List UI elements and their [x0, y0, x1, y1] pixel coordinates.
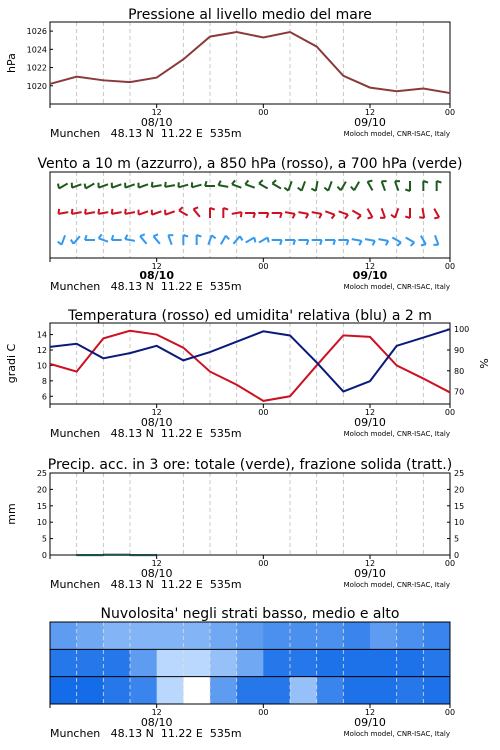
barb-shaft: [382, 181, 385, 190]
barb-flag: [58, 242, 62, 245]
date-label: 08/10: [139, 269, 174, 282]
barb-flag: [85, 184, 86, 189]
barb-flag: [212, 235, 216, 238]
barb-shaft: [259, 184, 268, 189]
barb-flag: [368, 217, 373, 218]
y-tick-label: 1026: [26, 27, 47, 37]
barb-flag: [226, 236, 229, 240]
barb-shaft: [259, 238, 268, 243]
barb-shaft: [325, 211, 334, 214]
barb-flag: [357, 216, 361, 219]
cloud-cell: [237, 649, 264, 676]
date-label: 08/10: [140, 567, 173, 580]
pressure-line: [50, 32, 450, 93]
barb-shaft: [98, 212, 108, 214]
chart-title: Pressione al livello medio del mare: [128, 7, 372, 23]
x-tick-label: 12: [151, 408, 162, 417]
barb-flag: [241, 212, 242, 217]
cloud-cell: [210, 677, 237, 704]
y-tick-label: 12: [36, 346, 47, 355]
barb-shaft: [58, 212, 68, 214]
model-credit: Moloch model, CNR-ISAC, Italy: [343, 730, 450, 738]
barb-flag: [72, 209, 73, 214]
temperature-chart: [5, 308, 491, 440]
cloud-cell: [210, 622, 237, 649]
barb-shaft: [365, 239, 375, 241]
chart-title: Temperatura (rosso) ed umidita' relativa (blu) a 2 m: [68, 308, 432, 324]
barb-shaft: [85, 212, 95, 214]
wind-barb: [352, 211, 361, 219]
barb-flag: [259, 180, 263, 183]
model-credit: Moloch model, CNR-ISAC, Italy: [343, 430, 450, 438]
barb-shaft: [435, 235, 438, 244]
barb-shaft: [382, 208, 385, 217]
barb-flag: [125, 209, 126, 214]
cloud-cover-chart: [50, 606, 455, 740]
barb-flag: [98, 209, 99, 214]
y-tick-label: 10: [36, 518, 47, 528]
y2-tick-label: 25: [454, 469, 465, 478]
precip-bar: [77, 554, 104, 556]
cloud-cell: [157, 677, 184, 704]
barb-shaft: [352, 211, 361, 216]
wind-barb: [245, 213, 255, 218]
wind-barb: [324, 181, 331, 190]
barb-flag: [397, 243, 401, 246]
cloud-cell: [130, 649, 157, 676]
barb-shaft: [139, 211, 148, 214]
x-tick-label: 12: [364, 108, 376, 117]
barb-flag: [332, 215, 335, 219]
location-label: Munchen 48.13 N 11.22 E 535m: [50, 127, 242, 140]
barb-shaft: [152, 185, 162, 187]
humidity-line: [50, 329, 450, 391]
wind-barb: [325, 211, 334, 218]
wind-barb: [153, 234, 159, 244]
y2-tick-label: 70: [454, 387, 465, 397]
wind-barb: [152, 210, 162, 215]
barb-shaft: [165, 185, 175, 187]
wind-barb: [112, 183, 122, 188]
date-label: 09/10: [354, 416, 386, 429]
cloud-cell: [103, 677, 130, 704]
wind-barb: [272, 240, 282, 245]
barb-flag: [179, 207, 183, 210]
wind-barb: [259, 238, 269, 243]
y2-tick-label: 5: [454, 534, 460, 544]
wind-barb: [272, 213, 282, 218]
date-label: 09/10: [352, 269, 388, 282]
barb-shaft: [316, 181, 318, 191]
plot-frame: [50, 172, 450, 258]
barb-shaft: [112, 184, 121, 187]
wind-barb: [325, 240, 335, 245]
cloud-cell: [263, 677, 290, 704]
date-label: 08/10: [140, 716, 173, 729]
date-label: 09/10: [354, 567, 386, 580]
date-label: 09/10: [354, 716, 386, 729]
barb-shaft: [285, 212, 295, 214]
wind-barb: [258, 213, 268, 218]
barb-shaft: [298, 212, 308, 214]
cloud-cell: [50, 677, 77, 704]
wind-barb: [152, 182, 162, 187]
barb-shaft: [328, 181, 331, 190]
barb-shaft: [168, 235, 171, 244]
x-tick-label: 12: [151, 708, 162, 717]
cloud-cell: [183, 622, 210, 649]
barb-shaft: [140, 236, 146, 244]
wind-barb: [391, 208, 398, 217]
barb-shaft: [272, 184, 281, 189]
barb-flag: [324, 188, 328, 191]
barb-shaft: [112, 212, 122, 214]
wind-barb: [218, 181, 228, 187]
wind-barb: [382, 181, 387, 191]
cloud-cell: [77, 649, 104, 676]
barb-flag: [232, 180, 235, 184]
y-tick-label: 15: [36, 501, 47, 511]
cloud-cell: [397, 622, 424, 649]
wind-barb: [378, 239, 388, 245]
barb-flag: [298, 188, 302, 191]
wind-barb: [179, 182, 189, 187]
wind-barb: [284, 181, 291, 190]
chart-title: Nuvolosita' negli strati basso, medio e alto: [100, 606, 400, 622]
cloud-cell: [157, 622, 184, 649]
barb-shaft: [193, 209, 199, 217]
wind-barb: [197, 235, 202, 245]
wind-barb: [71, 236, 80, 244]
wind-barb: [259, 180, 268, 188]
barb-shaft: [245, 184, 254, 187]
y2-tick-label: 90: [454, 346, 465, 355]
x-tick-label: 00: [258, 262, 269, 271]
cloud-cell: [343, 649, 370, 676]
wind-barb: [365, 239, 375, 245]
wind-barb: [352, 239, 362, 245]
cloud-cell: [343, 622, 370, 649]
y2-axis-label: %: [478, 358, 491, 369]
x-tick-label: 00: [444, 408, 456, 417]
wind-barb: [395, 181, 400, 191]
x-tick-label: 00: [258, 708, 269, 717]
wind-barb: [168, 235, 173, 245]
barb-flag: [434, 217, 439, 218]
cloud-cell: [343, 677, 370, 704]
cloud-cell: [157, 649, 184, 676]
y-tick-label: 6: [41, 392, 47, 402]
wind-barb: [183, 235, 188, 245]
model-credit: Moloch model, CNR-ISAC, Italy: [343, 130, 450, 138]
x-tick-label: 00: [258, 108, 269, 117]
wind-barb: [298, 212, 308, 218]
wind-barb: [72, 183, 82, 188]
y-tick-label: 20: [36, 485, 47, 495]
wind-barb: [351, 182, 359, 191]
wind-chart: [37, 156, 462, 293]
barb-flag: [254, 238, 255, 243]
barb-flag: [85, 209, 86, 214]
barb-flag: [112, 209, 113, 214]
x-tick-label: 12: [151, 559, 162, 568]
x-tick-label: 00: [258, 408, 269, 417]
cloud-cell: [290, 677, 317, 704]
x-tick-label: 00: [258, 559, 269, 568]
y-tick-label: 0: [41, 551, 47, 560]
location-label: Munchen 48.13 N 11.22 E 535m: [50, 280, 242, 293]
x-tick-label: 00: [444, 262, 456, 271]
wind-barb: [298, 181, 305, 190]
wind-barb: [437, 181, 442, 191]
barb-shaft: [59, 184, 68, 189]
barb-flag: [345, 215, 348, 219]
wind-barb: [233, 236, 242, 244]
location-label: Munchen 48.13 N 11.22 E 535m: [50, 727, 242, 740]
y2-tick-label: 100: [454, 325, 470, 335]
model-credit: Moloch model, CNR-ISAC, Italy: [343, 581, 450, 589]
barb-flag: [58, 184, 59, 189]
wind-barb: [138, 183, 148, 188]
wind-barb: [98, 183, 108, 188]
barb-shaft: [72, 212, 82, 214]
x-tick-label: 00: [444, 108, 456, 117]
wind-barb: [406, 238, 415, 246]
cloud-cell: [397, 649, 424, 676]
cloud-cell: [237, 622, 264, 649]
wind-barb: [112, 235, 122, 240]
chart-title: Precip. acc. in 3 ore: totale (verde), frazione solida (tratt.): [47, 457, 453, 473]
cloud-cell: [423, 622, 450, 649]
wind-barb: [419, 208, 424, 218]
y-tick-label: 1022: [26, 63, 47, 73]
barb-flag: [153, 234, 158, 236]
cloud-cell: [317, 677, 344, 704]
cloud-cell: [50, 622, 77, 649]
y-tick-label: 1024: [26, 45, 47, 55]
x-tick-label: 12: [151, 262, 162, 271]
barb-flag: [71, 240, 74, 244]
y-tick-label: 25: [36, 469, 47, 478]
barb-shaft: [218, 185, 228, 187]
wind-barb: [368, 181, 373, 191]
barb-shaft: [378, 239, 388, 241]
precip-bar: [103, 554, 130, 556]
barb-shaft: [62, 235, 65, 244]
wind-barb: [125, 183, 135, 188]
y2-tick-label: 80: [454, 366, 465, 376]
y-tick-label: 1020: [26, 81, 47, 91]
cloud-cell: [370, 622, 397, 649]
wind-barb: [434, 209, 439, 219]
temperature-line: [50, 331, 450, 401]
x-tick-label: 12: [364, 708, 376, 717]
barb-shaft: [152, 211, 161, 214]
y2-tick-label: 15: [454, 501, 465, 511]
date-label: 09/10: [354, 116, 386, 129]
barb-shaft: [354, 182, 359, 191]
barb-flag: [351, 187, 354, 191]
wind-barb: [337, 182, 345, 191]
barb-shaft: [434, 209, 439, 218]
location-label: Munchen 48.13 N 11.22 E 535m: [50, 578, 242, 591]
barb-shaft: [125, 212, 135, 214]
wind-barb: [58, 209, 68, 214]
barb-flag: [99, 234, 102, 238]
cloud-cell: [77, 677, 104, 704]
plot-frame: [50, 473, 450, 555]
barb-shaft: [232, 212, 242, 214]
barb-flag: [419, 217, 424, 218]
barb-flag: [193, 207, 198, 209]
location-label: Munchen 48.13 N 11.22 E 535m: [50, 427, 242, 440]
chart-title: Vento a 10 m (azzurro), a 850 hPa (rosso), a 700 hPa (verde): [37, 156, 463, 172]
barb-shaft: [221, 236, 226, 245]
barb-shaft: [179, 185, 189, 188]
wind-barb: [193, 207, 199, 217]
cloud-cell: [130, 622, 157, 649]
pressure-chart: [5, 7, 455, 140]
barb-shaft: [246, 238, 255, 243]
x-tick-label: 12: [151, 108, 162, 117]
barb-flag: [411, 243, 415, 246]
y-tick-label: 8: [41, 376, 47, 386]
barb-flag: [58, 209, 59, 214]
barb-flag: [272, 180, 276, 183]
wind-barb: [85, 209, 95, 214]
wind-barb: [112, 209, 122, 214]
wind-barb: [405, 181, 410, 191]
wind-barb: [380, 208, 385, 218]
wind-barb: [140, 234, 146, 244]
barb-flag: [368, 181, 373, 182]
cloud-cell: [423, 649, 450, 676]
y-tick-label: 5: [41, 534, 47, 544]
x-tick-label: 12: [364, 559, 376, 568]
date-label: 08/10: [140, 416, 173, 429]
x-tick-label: 12: [364, 262, 376, 271]
y-tick-label: 14: [36, 330, 47, 340]
cloud-cell: [103, 649, 130, 676]
barb-shaft: [165, 211, 174, 214]
cloud-cell: [263, 622, 290, 649]
wind-barb: [221, 236, 229, 245]
barb-flag: [240, 236, 243, 240]
y2-tick-label: 10: [454, 518, 465, 528]
date-label: 08/10: [140, 116, 173, 129]
cloud-cell: [130, 677, 157, 704]
y2-tick-label: 0: [454, 551, 460, 560]
wind-barb: [311, 181, 317, 191]
wind-barb: [192, 182, 202, 187]
cloud-cell: [77, 622, 104, 649]
barb-flag: [152, 182, 153, 187]
precip-bar: [130, 554, 157, 556]
barb-shaft: [352, 239, 362, 241]
x-tick-label: 00: [444, 708, 456, 717]
cloud-cell: [290, 622, 317, 649]
barb-flag: [391, 215, 395, 218]
barb-flag: [421, 244, 426, 245]
barb-flag: [140, 234, 145, 236]
wind-barb: [368, 209, 373, 219]
wind-barb: [246, 238, 256, 243]
barb-shaft: [302, 181, 305, 190]
wind-barb: [85, 235, 95, 240]
x-tick-label: 12: [364, 408, 376, 417]
precipitation-chart: [5, 457, 464, 591]
cloud-cell: [183, 649, 210, 676]
wind-barb: [138, 210, 148, 215]
cloud-cell: [263, 649, 290, 676]
barb-shaft: [312, 212, 322, 214]
cloud-cell: [317, 649, 344, 676]
cloud-cell: [423, 677, 450, 704]
y-axis-label: mm: [5, 503, 18, 525]
barb-flag: [337, 187, 340, 191]
cloud-cell: [103, 622, 130, 649]
y-axis-label: gradi C: [5, 343, 18, 384]
cloud-cell: [290, 649, 317, 676]
x-tick-label: 00: [444, 559, 456, 568]
cloud-cell: [317, 622, 344, 649]
model-credit: Moloch model, CNR-ISAC, Italy: [343, 283, 450, 291]
wind-barb: [298, 240, 308, 245]
barb-shaft: [192, 185, 202, 188]
wind-barb: [210, 208, 215, 218]
barb-shaft: [139, 184, 148, 187]
wind-barb: [223, 208, 228, 218]
wind-barb: [58, 235, 65, 244]
wind-barb: [423, 181, 428, 191]
cloud-cell: [370, 677, 397, 704]
wind-barb: [85, 184, 95, 189]
barb-flag: [165, 182, 166, 187]
cloud-cell: [183, 677, 210, 704]
cloud-cell: [50, 649, 77, 676]
wind-barb: [165, 182, 175, 187]
cloud-cell: [210, 649, 237, 676]
y2-tick-label: 20: [454, 485, 465, 495]
barb-flag: [268, 238, 269, 243]
barb-shaft: [368, 209, 373, 218]
y-tick-label: 10: [36, 361, 47, 371]
wind-barb: [405, 208, 410, 218]
wind-barb: [272, 180, 281, 188]
barb-shaft: [422, 208, 424, 218]
barb-shaft: [368, 182, 373, 191]
wind-barb: [433, 235, 438, 245]
y-axis-label: hPa: [5, 53, 18, 73]
barb-flag: [284, 188, 288, 191]
barb-flag: [245, 180, 248, 184]
cloud-cell: [237, 677, 264, 704]
barb-shaft: [86, 184, 95, 189]
wind-barb: [208, 235, 215, 244]
cloud-cell: [397, 677, 424, 704]
barb-shaft: [153, 236, 159, 244]
barb-shaft: [406, 238, 415, 243]
wind-barb: [245, 180, 254, 187]
cloud-cell: [370, 649, 397, 676]
barb-shaft: [125, 239, 135, 241]
wind-barb: [58, 184, 68, 189]
wind-barb: [165, 210, 175, 215]
